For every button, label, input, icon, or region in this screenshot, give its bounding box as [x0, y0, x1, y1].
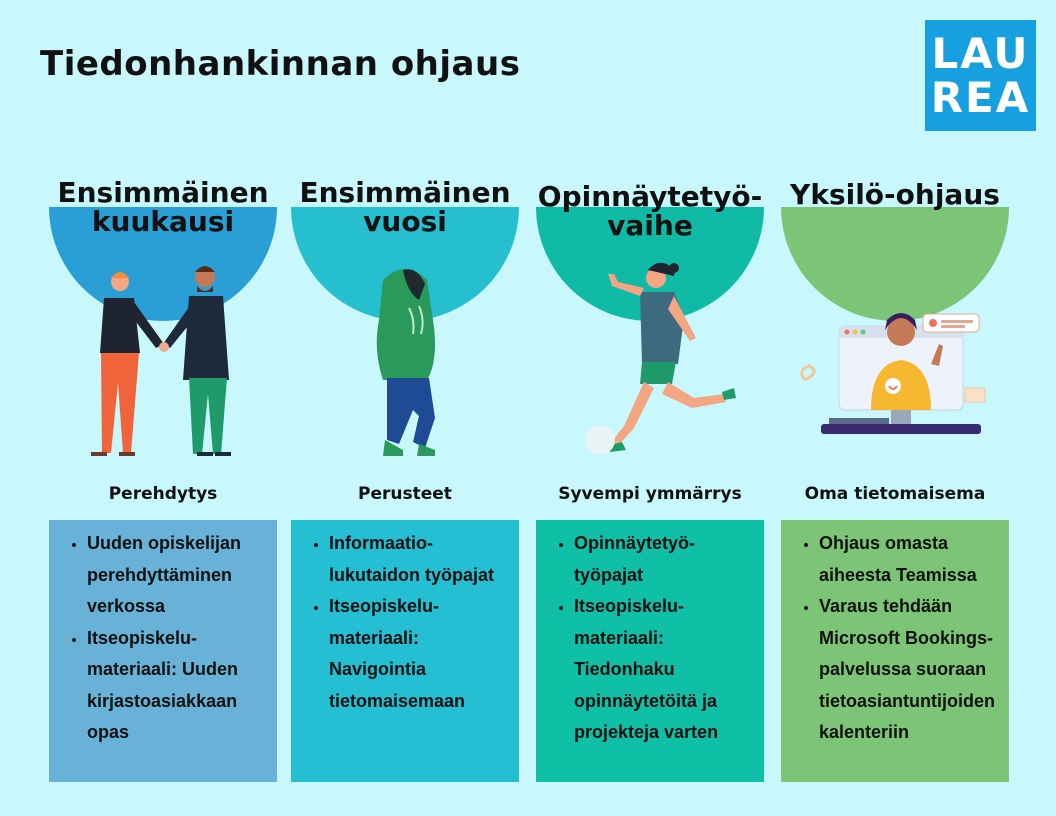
running-student-illustration	[536, 240, 764, 465]
bullet-item: • Uuden opiskelijan perehdyttäminen verkossa	[87, 528, 271, 623]
hooded-student-illustration	[291, 240, 519, 465]
bullet-item: • Opinnäytetyö-työpajat	[574, 528, 758, 591]
column-title: Yksilö-ohjaus	[790, 178, 1000, 211]
subheading: Perehdytys	[108, 484, 218, 504]
logo-line-1: LAU	[931, 28, 1030, 78]
info-card	[536, 520, 764, 782]
info-card	[49, 520, 277, 782]
online-advisor-illustration	[781, 240, 1009, 465]
column-title: Ensimmäinen vuosi	[299, 176, 511, 238]
bullet-item: • Itseopiskelu-materiaali: Navigointia tietomaisemaan	[329, 591, 513, 717]
bullet-item: • Itseopiskelu-materiaali: Uuden kirjastoasiakkaan opas	[87, 623, 271, 749]
handshake-illustration	[49, 240, 277, 465]
column-thesis-phase	[536, 0, 764, 816]
column-title: Opinnäytetyö-vaihe	[537, 180, 763, 242]
info-card	[781, 520, 1009, 782]
logo-line-2: REA	[930, 72, 1031, 122]
subheading: Perusteet	[358, 484, 452, 504]
column-individual-guidance	[781, 0, 1009, 816]
subheading: Syvempi ymmärrys	[558, 484, 742, 504]
bullet-item: • Ohjaus omasta aiheesta Teamissa	[819, 528, 1003, 591]
bullet-item: • Informaatio-lukutaidon työpajat	[329, 528, 513, 591]
info-card	[291, 520, 519, 782]
subheading: Oma tietomaisema	[804, 484, 986, 504]
page-title: Tiedonhankinnan ohjaus	[40, 44, 521, 84]
bullet-item: • Varaus tehdään Microsoft Bookings-palvelussa suoraan tietoasiantuntijoiden kalenteriin	[819, 591, 1003, 749]
bullet-item: • Itseopiskelu-materiaali: Tiedonhaku opinnäytetöitä ja projekteja varten	[574, 591, 758, 749]
column-first-year	[291, 0, 519, 816]
column-title: Ensimmäinen kuukausi	[57, 176, 269, 238]
column-first-month	[49, 0, 277, 816]
